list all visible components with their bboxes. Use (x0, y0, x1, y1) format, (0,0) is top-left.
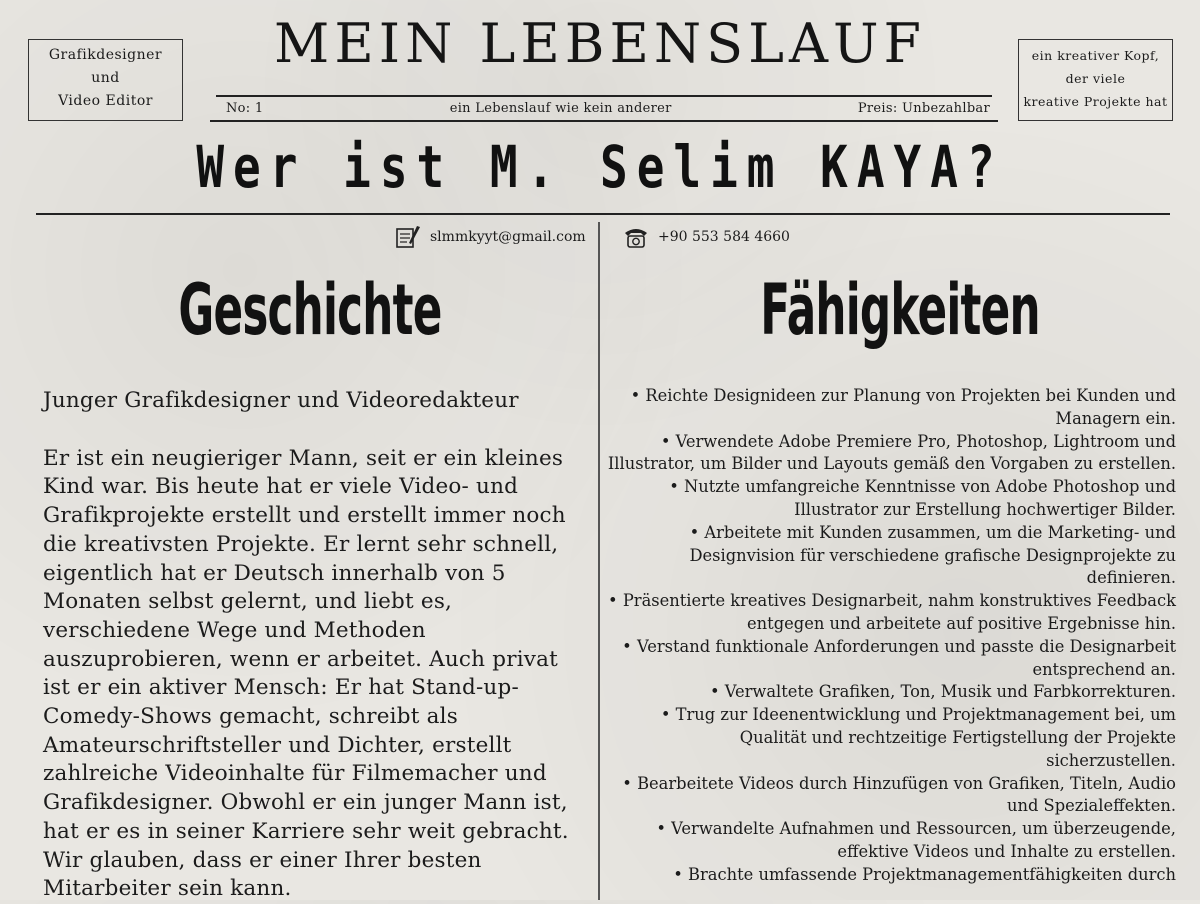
email-text: slmmkyyt@gmail.com (430, 229, 586, 245)
telephone-icon (622, 224, 650, 250)
header-box-right (1018, 39, 1173, 121)
issue-number: No: 1 (226, 101, 264, 116)
price: Preis: Unbezahlbar (857, 101, 990, 116)
box-right-line: ein kreativer Kopf, (1031, 48, 1160, 63)
skill-item: • Trug zur Ideenentwicklung und Projektmanagement bei, um Qualität und rechtzeitige Fertigstellung der Projekte sicherzustellen. (606, 704, 1176, 772)
divider (216, 95, 992, 97)
section-title-geschichte: Geschichte (178, 270, 442, 352)
skill-item: • Präsentierte kreatives Designarbeit, nahm konstruktives Feedback entgegen und arbeitete auf positive Ergebnisse hin. (606, 590, 1176, 636)
box-right-line: kreative Projekte hat (1023, 94, 1168, 109)
skill-item: • Verwaltete Grafiken, Ton, Musik und Farbkorrekturen. (606, 681, 1176, 704)
skills-list (606, 385, 1176, 887)
header-box-left (28, 39, 183, 121)
skill-item: • Verwendete Adobe Premiere Pro, Photoshop, Lightroom und Illustrator, um Bilder und Layouts gemäß den Vorgaben zu erstellen. (606, 431, 1176, 477)
story-intro: Junger Grafikdesigner und Videoredakteur (43, 388, 519, 413)
headline: Wer ist M. Selim KAYA? (196, 133, 1004, 201)
contact-phone[interactable] (622, 224, 790, 250)
section-title-faehigkeiten: Fähigkeiten (760, 270, 1040, 352)
skill-item: • Reichte Designideen zur Planung von Projekten bei Kunden und Managern ein. (606, 385, 1176, 431)
masthead-title: MEIN LEBENSLAUF (274, 12, 926, 75)
skill-item: • Arbeitete mit Kunden zusammen, um die Marketing- und Designvision für verschiedene grafische Designprojekte zu definieren. (606, 522, 1176, 590)
skill-item: • Verstand funktionale Anforderungen und passte die Designarbeit entsprechend an. (606, 636, 1176, 682)
box-left-line: und (91, 70, 120, 86)
story-body: Er ist ein neugieriger Mann, seit er ein kleines Kind war. Bis heute hat er viele Video- und Grafikprojekte erstellt und erstellt immer noch die kreativsten Projekte. Er lernt sehr schnell, eigentlich hat er Deutsch innerhalb von 5 Monaten selbst gelernt, und liebt es, verschiedene Wege und Methoden auszuprobieren, wenn er arbeitet. Auch privat ist er ein aktiver Mensch: Er hat Stand-up-Comedy-Shows gemacht, schreibt als Amateurschriftsteller und Dichter, erstellt zahlreiche Videoinhalte für Filmemacher und Grafikdesigner. Obwohl er ein junger Mann ist, hat er es in seiner Karriere sehr weit gebracht. Wir glauben, dass er einer Ihrer besten Mitarbeiter sein kann. (43, 445, 569, 902)
divider (210, 120, 998, 122)
skill-item: • Bearbeitete Videos durch Hinzufügen von Grafiken, Titeln, Audio und Spezialeffekten. (606, 773, 1176, 819)
contact-email[interactable] (394, 224, 586, 250)
skill-item: • Verwandelte Aufnahmen und Ressourcen, um überzeugende, effektive Videos und Inhalte zu erstellen. (606, 818, 1176, 864)
box-left-line: Grafikdesigner (48, 47, 163, 63)
skill-item: • Brachte umfassende Projektmanagementfähigkeiten durch (606, 864, 1176, 887)
masthead-subline (226, 101, 990, 116)
story-column (43, 387, 588, 904)
column-divider (598, 222, 600, 900)
box-left-line: Video Editor (58, 93, 153, 109)
tagline: ein Lebenslauf wie kein anderer (449, 101, 672, 116)
phone-text: +90 553 584 4660 (658, 229, 790, 245)
divider (36, 213, 1170, 215)
box-right-line: der viele (1065, 71, 1126, 86)
letter-quill-icon (394, 224, 422, 250)
skill-item: • Nutzte umfangreiche Kenntnisse von Adobe Photoshop und Illustrator zur Erstellung hochwertiger Bilder. (606, 476, 1176, 522)
